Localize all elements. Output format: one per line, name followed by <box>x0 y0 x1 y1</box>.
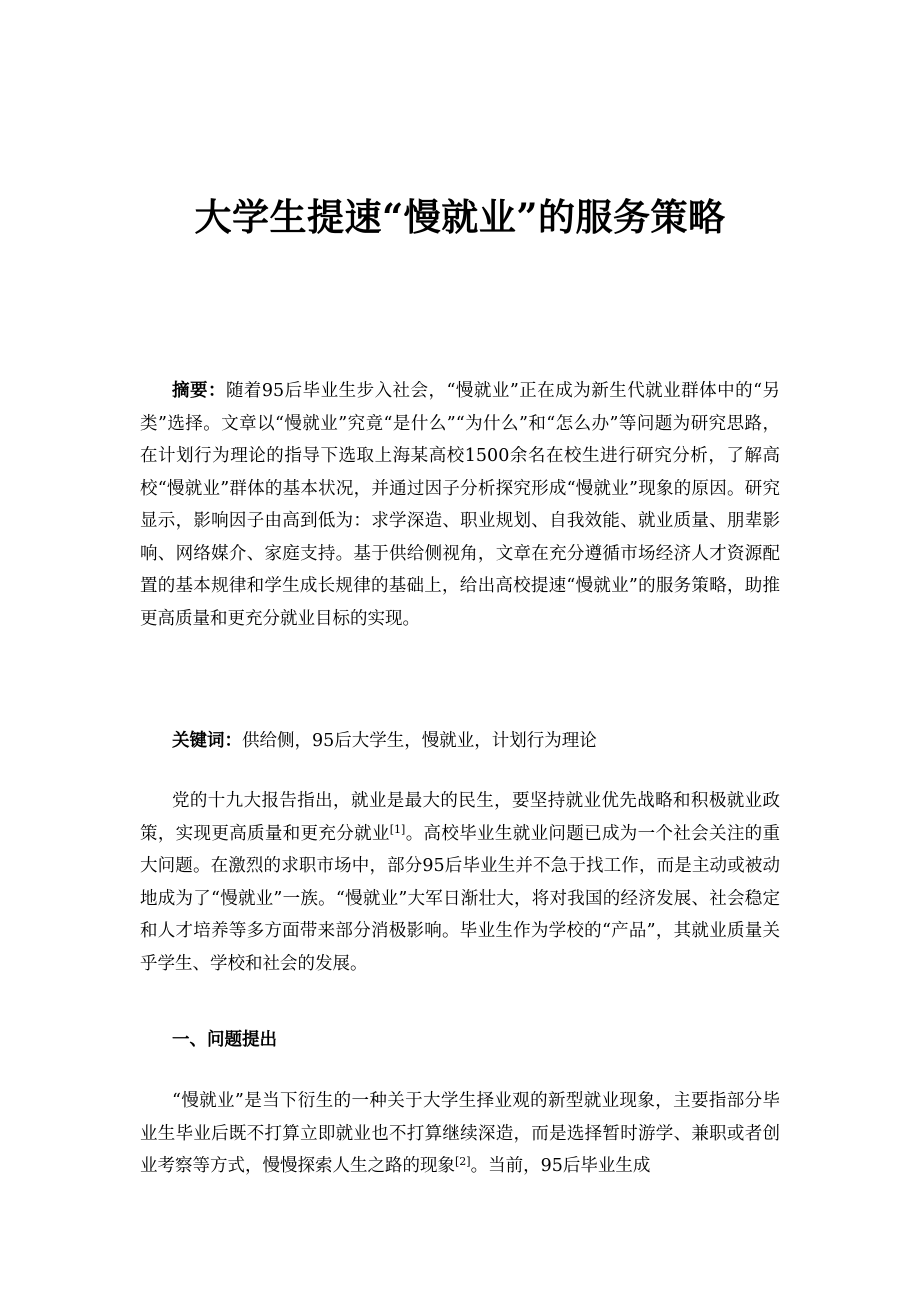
document-title: 大学生提速“慢就业”的服务策略 <box>194 195 726 239</box>
abstract-label: 摘要： <box>172 381 226 401</box>
citation-ref-1: [1] <box>389 822 406 836</box>
keywords-text: 供给侧，95后大学生，慢就业，计划行为理论 <box>242 731 597 751</box>
abstract-paragraph <box>140 375 780 635</box>
intro-paragraph <box>140 785 780 980</box>
section-heading-1: 一、问题提出 <box>172 1030 277 1050</box>
intro-text-part2: 。高校毕业生就业问题已成为一个社会关注的重大问题。在激烈的求职市场中，部分95后毕业生并不急于找工作，而是主动或被动地成为了“慢就业”一族。“慢就业”大军日渐壮大，将对我国的经济发展、社会稳定和人才培养等多方面带来部分消极影响。毕业生作为学校的“产品”，其就业质量关乎学生、学校和社会的发展。 <box>140 823 781 974</box>
intro-text-part1: 党的十九大报告指出，就业是最大的民生，要坚持就业优先战略和积极就业政策，实现更高质量和更充分就业 <box>140 791 780 844</box>
section1-paragraph <box>140 1085 780 1183</box>
keywords-label: 关键词： <box>172 731 242 751</box>
keywords-paragraph <box>140 725 780 758</box>
citation-ref-2: [2] <box>455 1155 471 1168</box>
abstract-text: 随着95后毕业生步入社会，“慢就业”正在成为新生代就业群体中的“另类”选择。文章以“慢就业”究竟“是什么”“为什么”和“怎么办”等问题为研究思路，在计划行为理论的指导下选取上海某高校1500余名在校生进行研究分析，了解高校“慢就业”群体的基本状况，并通过因子分析探究形成“慢就业”现象的原因。研究显示，影响因子由高到低为：求学深造、职业规划、自我效能、就业质量、朋辈影响、网络媒介、家庭支持。基于供给侧视角，文章在充分遵循市场经济人才资源配置的基本规律和学生成长规律的基础上，给出高校提速“慢就业”的服务策略，助推更高质量和更充分就业目标的实现。 <box>140 381 781 629</box>
section1-text-part1: “慢就业”是当下衍生的一种关于大学生择业观的新型就业现象，主要指部分毕业生毕业后既不打算立即就业也不打算继续深造，而是选择暂时游学、兼职或者创业考察等方式，慢慢探索人生之路的现象 <box>140 1091 780 1176</box>
section1-text-part2: 。当前，95后毕业生成 <box>470 1156 651 1176</box>
